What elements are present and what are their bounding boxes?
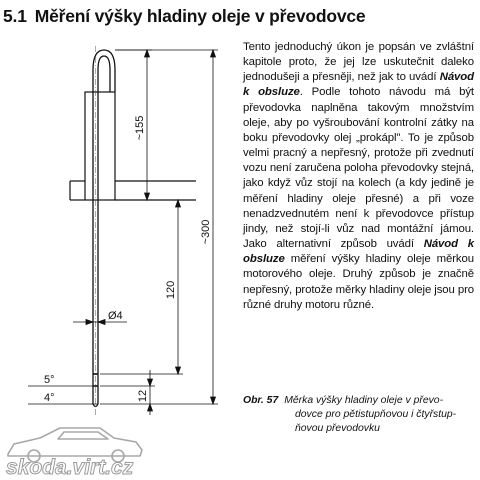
body-emphasis: Návod k obsluze bbox=[243, 71, 474, 99]
dim-diameter-label: Ø4 bbox=[108, 310, 123, 322]
section-number: 5.1 bbox=[3, 6, 27, 26]
caption-label: Obr. 57 bbox=[243, 395, 279, 406]
flange-block bbox=[70, 92, 196, 200]
watermark-text: skoda.virt.cz bbox=[6, 456, 134, 479]
body-paragraph bbox=[243, 40, 474, 313]
body-emphasis: Návod k obsluze bbox=[243, 238, 474, 266]
dim-12-label: 12 bbox=[137, 389, 149, 403]
dim-300-label: ~300 bbox=[200, 219, 212, 245]
caption-line-3: ňovou převodovku bbox=[295, 423, 380, 434]
dipstick-rod bbox=[93, 50, 115, 407]
figure-caption bbox=[243, 394, 475, 436]
watermark-logo bbox=[0, 418, 150, 480]
level-mark-5-label: 5° bbox=[44, 374, 55, 386]
body-text-part: měření výšky hladiny oleje měrkou motorového oleje. Druhý způsob je značně nepřesný, protože měrky hladiny oleje jsou pro různé druhy motoru různé. bbox=[243, 253, 474, 311]
level-marks bbox=[28, 374, 98, 404]
level-mark-4-label: 4° bbox=[44, 392, 55, 404]
section-title: Měření výšky hladiny oleje v převodovce bbox=[34, 6, 366, 26]
body-text-part: Tento jednoduchý úkon je popsán ve zvláštní kapitole proto, že jej lze uskutečnit daleko jednodušeji a přesněji, než jak to uvádí bbox=[243, 41, 474, 84]
technical-drawing bbox=[0, 0, 240, 440]
dim-155-label: ~155 bbox=[134, 115, 146, 141]
dim-120-label: 120 bbox=[165, 280, 177, 300]
caption-line-2: dovce pro pětistupňovou i čtyřstup- bbox=[295, 409, 457, 420]
caption-line-1: Měrka výšky hladiny oleje v převo- bbox=[284, 395, 444, 406]
body-text-part: . Podle tohoto návodu má být převodovka naplněna takovým množstvím oleje, aby po vyšroubování kontrolní zátky na boku převodovky olej „prokápl". To je způsob velmi pracný a nepřesný, protože při zvednutí vozu není zaručena poloha převodovky stejná, jako když vůz stojí na kolech (a kdy jedině je měření hladiny oleje přesné) a při voze nenadzvednutém není k převodovce přístup jindy, než stojí-li vůz nad montážní jámou. Jako alternativní způsob uvádí bbox=[243, 86, 474, 251]
